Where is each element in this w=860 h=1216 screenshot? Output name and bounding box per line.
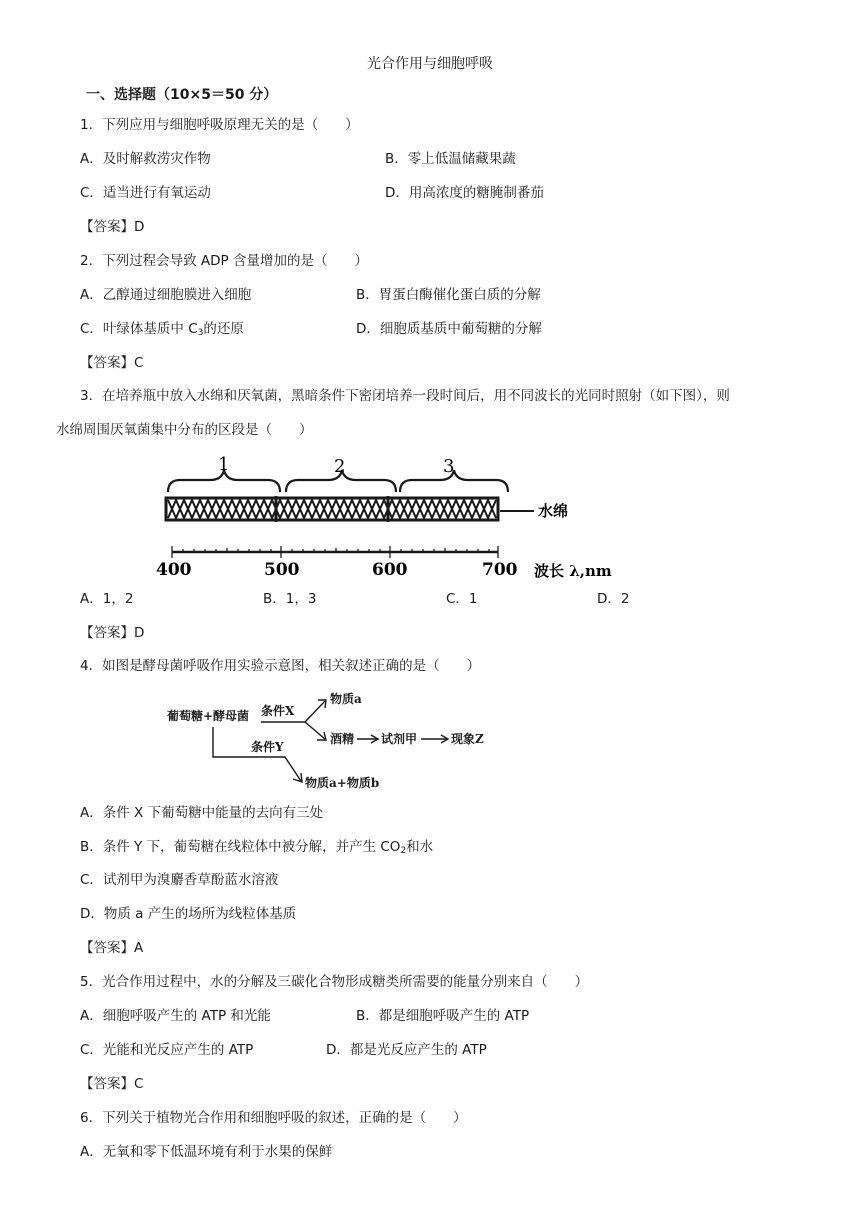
q4-option-b: B．条件 Y 下，葡萄糖在线粒体中被分解，并产生 $CO_2$和水	[80, 839, 434, 856]
q2-answer: 【答案】C	[80, 355, 144, 371]
q1-option-c: C．适当进行有氧运动	[80, 185, 211, 201]
segment-label-1: 1	[218, 454, 230, 475]
q4-option-a: A．条件 X 下葡萄糖中能量的去向有三处	[80, 805, 324, 821]
tick-400: 400	[156, 560, 192, 580]
q4-option-c: C．试剂甲为溴麝香草酚蓝水溶液	[80, 872, 279, 888]
q5-answer: 【答案】C	[80, 1076, 144, 1092]
q5-option-d: D．都是光反应产生的 ATP	[326, 1042, 487, 1058]
q3-option-c: C．1	[446, 591, 478, 607]
reagent-label: 试剂甲	[381, 732, 418, 746]
q2-option-d: D．细胞质基质中葡萄糖的分解	[356, 321, 542, 337]
spirogyra-filament	[166, 496, 498, 522]
tick-500: 500	[264, 560, 300, 580]
q4-yeast-respiration-figure	[165, 685, 505, 793]
condition-y-label: 条件Y	[251, 740, 284, 754]
substance-a-label: 物质a	[330, 692, 362, 706]
q3-stem-line1: 3．在培养瓶中放入水绵和厌氧菌，黑暗条件下密闭培养一段时间后，用不同波长的光同时照射（如下图），则	[80, 388, 730, 404]
q1-option-d: D．用高浓度的糖腌制番茄	[385, 185, 544, 201]
condition-x-label: 条件X	[261, 704, 295, 718]
q4-stem: 4．如图是酵母菌呼吸作用实验示意图，相关叙述正确的是（ ）	[80, 658, 481, 674]
segment-label-2: 2	[334, 456, 346, 477]
q1-stem: 1．下列应用与细胞呼吸原理无关的是（ ）	[80, 117, 359, 133]
q3-stem-line2: 水绵周围厌氧菌集中分布的区段是（ ）	[56, 422, 313, 438]
q1-option-b: B．零上低温储藏果蔬	[385, 151, 516, 167]
q5-option-c: C．光能和光反应产生的 ATP	[80, 1042, 254, 1058]
q3-answer: 【答案】D	[80, 625, 145, 641]
phenomenon-label: 现象Z	[451, 732, 484, 746]
q6-option-a: A．无氧和零下低温环境有利于水果的保鲜	[80, 1144, 333, 1160]
q5-option-a: A．细胞呼吸产生的 ATP 和光能	[80, 1008, 271, 1024]
q2-stem: 2．下列过程会导致 ADP 含量增加的是（ ）	[80, 253, 368, 269]
alcohol-label: 酒精	[330, 732, 355, 746]
segment-label-3: 3	[443, 456, 455, 477]
q4-answer: 【答案】A	[80, 940, 144, 956]
wavelength-scale	[172, 546, 498, 558]
tick-600: 600	[372, 560, 408, 580]
page-title: 光合作用与细胞呼吸	[367, 56, 493, 72]
q3-option-b: B．1，3	[263, 591, 317, 607]
q3-option-d: D．2	[597, 591, 630, 607]
tick-700: 700	[482, 560, 518, 580]
q4-option-d: D．物质 a 产生的场所为线粒体基质	[80, 906, 297, 922]
q5-stem: 5．光合作用过程中，水的分解及三碳化合物形成糖类所需要的能量分别来自（ ）	[80, 974, 589, 990]
q1-option-a: A．及时解救涝灾作物	[80, 151, 211, 167]
q2-option-a: A．乙醇通过细胞膜进入细胞	[80, 287, 252, 303]
q3-spirogyra-figure	[150, 450, 620, 585]
section-heading: 一、选择题（10×5＝50 分）	[86, 87, 278, 103]
spirogyra-label: 水绵	[538, 502, 569, 520]
wavelength-axis-label: 波长 λ,nm	[534, 562, 612, 580]
q3-option-a: A．1，2	[80, 591, 134, 607]
q2-option-b: B．胃蛋白酶催化蛋白质的分解	[356, 287, 541, 303]
q2-option-c: C．叶绿体基质中 $C_3$的还原	[80, 321, 244, 338]
q6-stem: 6．下列关于植物光合作用和细胞呼吸的叙述，正确的是（ ）	[80, 1110, 467, 1126]
products-y-label: 物质a+物质b	[305, 776, 380, 790]
q1-answer: 【答案】D	[80, 219, 145, 235]
start-label: 葡萄糖+酵母菌	[167, 709, 250, 723]
q5-option-b: B．都是细胞呼吸产生的 ATP	[356, 1008, 530, 1024]
